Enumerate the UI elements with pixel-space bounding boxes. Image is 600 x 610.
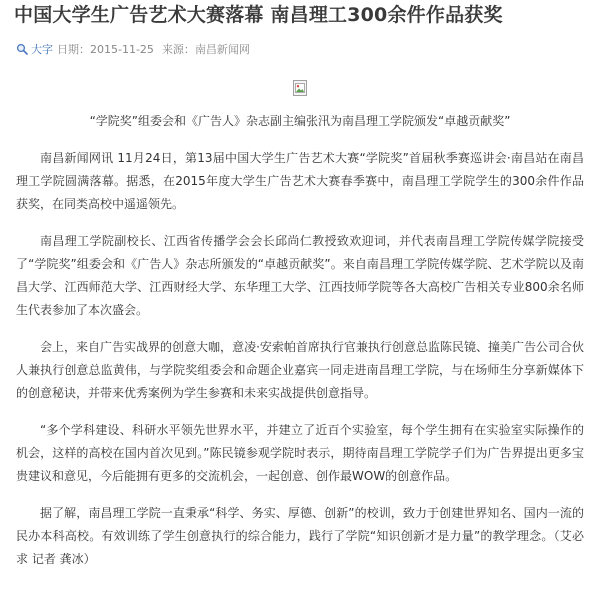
paragraph: 南昌新闻网讯 11月24日，第13届中国大学生广告艺术大赛“学院奖”首届秋季赛巡讲会·南昌站在南昌理工学院圆满落幕。据悉，在2015年度大学生广告艺术大赛春季赛中，南昌理工学院学生的300余件作品获奖，在同类高校中遥遥领先。 — [16, 151, 584, 211]
date-label: 日期： — [57, 43, 90, 56]
article-title: 中国大学生广告艺术大赛落幕 南昌理工300余件作品获奖 — [14, 4, 503, 26]
source-name: 南昌新闻网 — [194, 43, 250, 56]
image-caption: “学院奖”组委会和《广告人》杂志副主编张汛为南昌理工学院颁发“卓越贡献奖” — [89, 114, 511, 128]
paragraph: 南昌理工学院副校长、江西省传播学会会长邱尚仁教授致欢迎词，并代表南昌理工学院传媒学院接受了“学院奖”组委会和《广告人》杂志所颁发的“卓越贡献奖”。来自南昌理工学院传媒学院、艺术学院以及南昌大学、江西师范大学、江西财经大学、东华理工大学、江西技师学院等各大高校广告相关专业800余名师生代表参加了本次盛会。 — [16, 234, 584, 317]
article-body — [14, 80, 590, 571]
magnifier-icon[interactable] — [16, 43, 28, 55]
paragraph: “多个学科建设、科研水平领先世界水平，并建立了近百个实验室，每个学生拥有在实验室实际操作的机会，这样的高校在国内首次见到。”陈民镜参观学院时表示，期待南昌理工学院学子们为广告界提出更多宝贵建议和意见，今后能拥有更多的交流机会，一起创意、创作最WOW的创意作品。 — [16, 423, 584, 483]
source-label: 来源： — [161, 43, 195, 56]
publish-date: 2015-11-25 — [90, 42, 154, 56]
paragraph: 据了解，南昌理工学院一直秉承“科学、务实、厚德、创新”的校训，致力于创建世界知名、国内一流的民办本科高校。有效训练了学生创意执行的综合能力，践行了学院“知识创新才是力量”的教学理念。（艾必求 记者 龚冰） — [16, 506, 584, 566]
article-meta — [14, 41, 590, 57]
font-size-link[interactable]: 大字 — [31, 43, 53, 56]
paragraph: 会上，来自广告实战界的创意大咖，意凌·安索帕首席执行官兼执行创意总监陈民镜、撞美广告公司合伙人兼执行创意总监黄伟，与学院奖组委会和命题企业嘉宾一同走进南昌理工学院，与在场师生分享新媒体下的创意秘诀，并带来优秀案例为学生参赛和未来实战提供创意指导。 — [16, 340, 584, 400]
broken-image-icon — [293, 80, 307, 96]
article-image — [16, 80, 584, 100]
